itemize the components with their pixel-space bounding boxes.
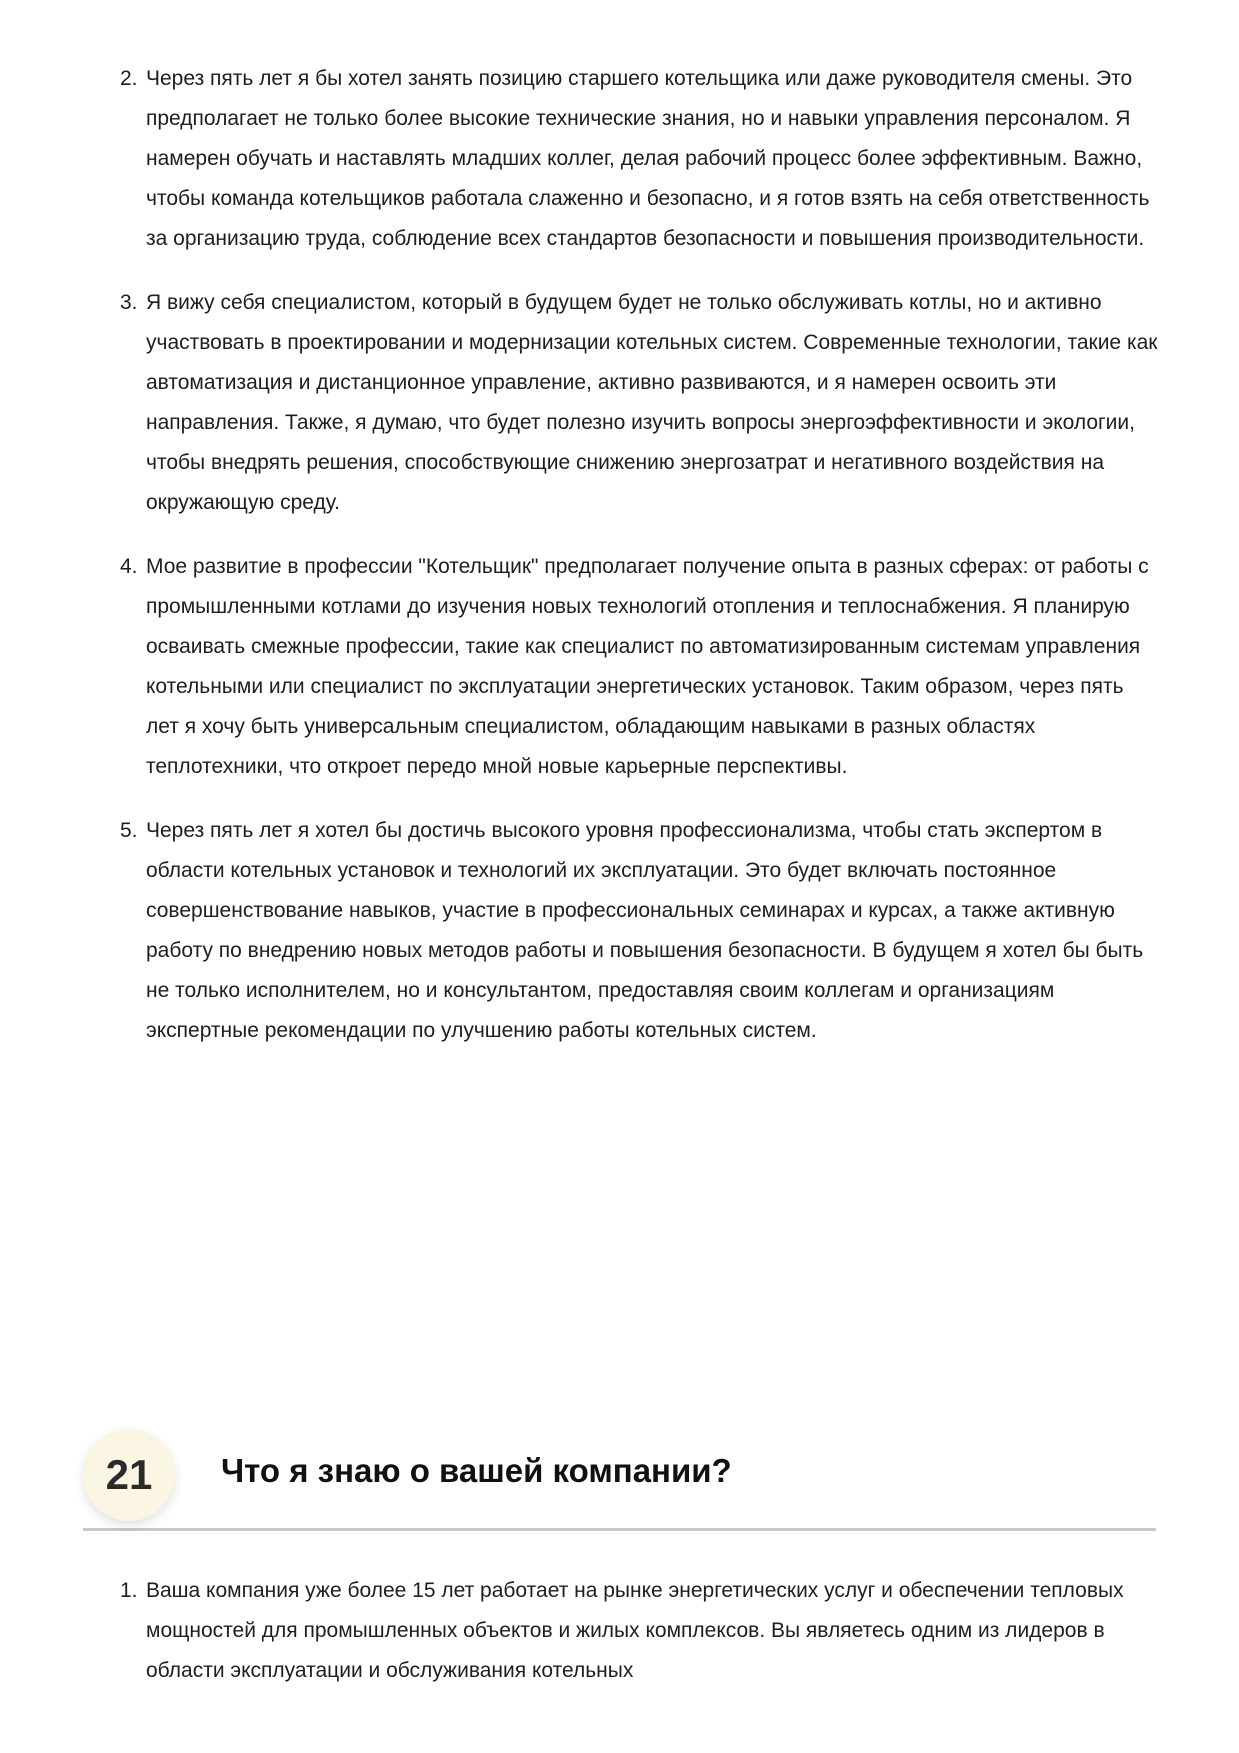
item-number: 1.: [120, 1579, 138, 1602]
section-title: Что я знаю о вашей компании?: [221, 1452, 732, 1489]
answer-list: [120, 59, 1160, 1075]
list-item: [120, 59, 1160, 259]
section-header: [83, 1428, 1156, 1531]
list-item: [120, 547, 1160, 787]
item-number: 2.: [120, 67, 138, 90]
list-item: [120, 1571, 1160, 1691]
section-number-badge: 21: [83, 1429, 175, 1521]
list-item: [120, 283, 1160, 523]
item-text: Ваша компания уже более 15 лет работает на рынке энергетических услуг и обеспечении тепловых мощностей для промышленных объектов и жилых комплексов. Вы являетесь одним из лидеров в области эксплуатации и обслуживания котельных: [146, 1579, 1124, 1682]
item-text: Я вижу себя специалистом, который в будущем будет не только обслуживать котлы, но и активно участвовать в проектировании и модернизации котельных систем. Современные технологии, такие как автоматизация и дистанционное управление, активно развиваются, и я намерен освоить эти направления. Также, я думаю, что будет полезно изучить вопросы энергоэффективности и экологии, чтобы внедрять решения, способствующие снижению энергозатрат и негативного воздействия на окружающую среду.: [146, 291, 1158, 514]
item-number: 3.: [120, 291, 138, 314]
item-number: 5.: [120, 819, 138, 842]
item-number: 4.: [120, 555, 138, 578]
item-text: Через пять лет я бы хотел занять позицию старшего котельщика или даже руководителя смены. Это предполагает не только более высокие технические знания, но и навыки управления персоналом. Я намерен обучать и наставлять младших коллег, делая рабочий процесс более эффективным. Важно, чтобы команда котельщиков работала слаженно и безопасно, и я готов взять на себя ответственность за организацию труда, соблюдение всех стандартов безопасности и повышения производительности.: [146, 67, 1150, 250]
item-text: Через пять лет я хотел бы достичь высокого уровня профессионализма, чтобы стать экспертом в области котельных установок и технологий их эксплуатации. Это будет включать постоянное совершенствование навыков, участие в профессиональных семинарах и курсах, а также активную работу по внедрению новых методов работы и повышения безопасности. В будущем я хотел бы быть не только исполнителем, но и консультантом, предоставляя своим коллегам и организациям экспертные рекомендации по улучшению работы котельных систем.: [146, 819, 1144, 1042]
item-text: Мое развитие в профессии "Котельщик" предполагает получение опыта в разных сферах: от работы с промышленными котлами до изучения новых технологий отопления и теплоснабжения. Я планирую осваивать смежные профессии, такие как специалист по автоматизированным системам управления котельными или специалист по эксплуатации энергетических установок. Таким образом, через пять лет я хочу быть универсальным специалистом, обладающим навыками в разных областях теплотехники, что откроет передо мной новые карьерные перспективы.: [146, 555, 1149, 778]
list-item: [120, 811, 1160, 1051]
answer-list: [120, 1571, 1160, 1715]
